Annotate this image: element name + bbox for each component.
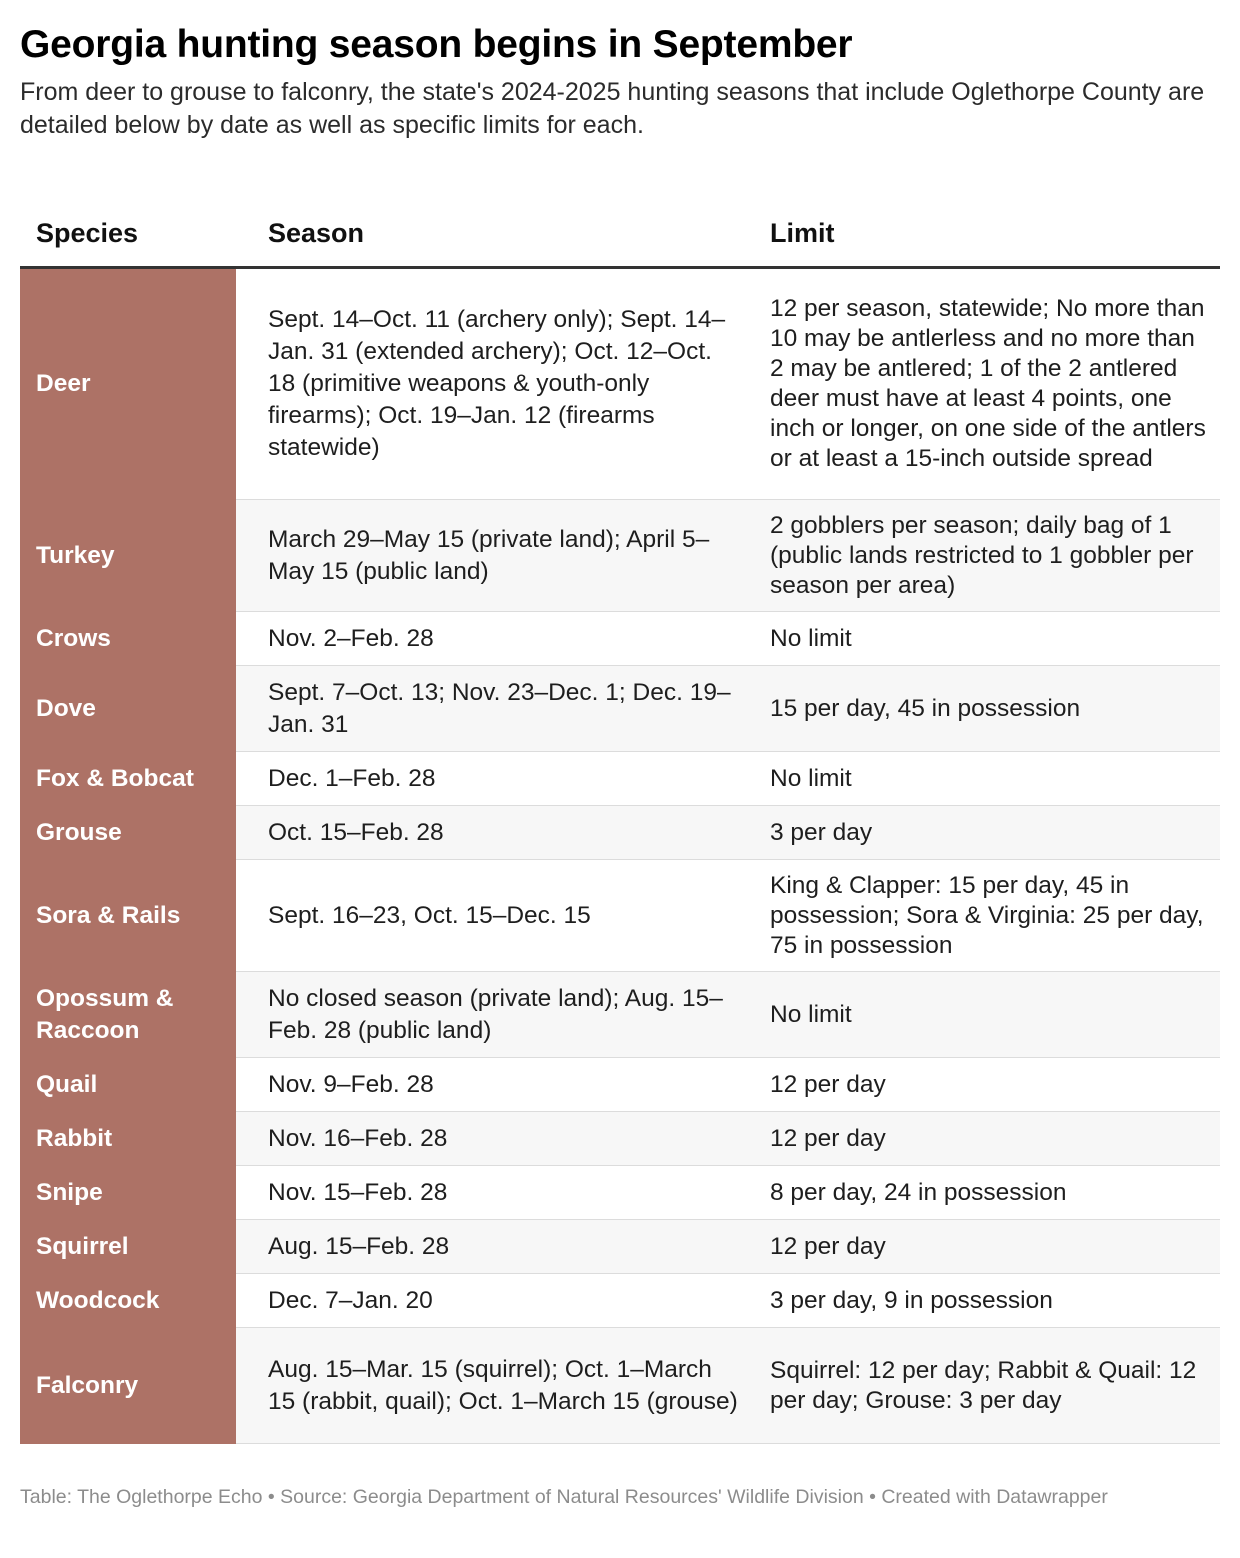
season-cell: Sept. 7–Oct. 13; Nov. 23–Dec. 1; Dec. 19–Jan. 31 <box>236 666 738 752</box>
hunting-seasons-table <box>20 200 1220 1444</box>
species-cell: Grouse <box>20 806 236 860</box>
table-row <box>20 806 1220 860</box>
season-cell: Nov. 15–Feb. 28 <box>236 1166 738 1220</box>
limit-cell: 12 per day <box>738 1058 1220 1112</box>
season-cell: Dec. 1–Feb. 28 <box>236 752 738 806</box>
limit-cell: 8 per day, 24 in possession <box>738 1166 1220 1220</box>
table-row <box>20 1166 1220 1220</box>
limit-cell: No limit <box>738 752 1220 806</box>
species-cell: Sora & Rails <box>20 860 236 972</box>
table-row <box>20 268 1220 500</box>
table-row <box>20 1220 1220 1274</box>
season-cell: No closed season (private land); Aug. 15–Feb. 28 (public land) <box>236 972 738 1058</box>
table-body <box>20 268 1220 1444</box>
season-cell: Dec. 7–Jan. 20 <box>236 1274 738 1328</box>
species-cell: Crows <box>20 612 236 666</box>
limit-cell: 3 per day <box>738 806 1220 860</box>
season-cell: Nov. 16–Feb. 28 <box>236 1112 738 1166</box>
species-cell: Falconry <box>20 1328 236 1444</box>
species-cell: Quail <box>20 1058 236 1112</box>
chart-subtitle: From deer to grouse to falconry, the state's 2024-2025 hunting seasons that include Oglethorpe County are detailed below by date as well as specific limits for each. <box>20 78 1205 139</box>
species-cell: Snipe <box>20 1166 236 1220</box>
species-cell: Deer <box>20 268 236 500</box>
limit-cell: 3 per day, 9 in possession <box>738 1274 1220 1328</box>
table-row <box>20 972 1220 1058</box>
season-cell: Nov. 9–Feb. 28 <box>236 1058 738 1112</box>
limit-cell: 15 per day, 45 in possession <box>738 666 1220 752</box>
season-cell: Sept. 14–Oct. 11 (archery only); Sept. 14–Jan. 31 (extended archery); Oct. 12–Oct. 18 (primitive weapons & youth-only firearms); Oct. 19–Jan. 12 (firearms statewide) <box>236 268 738 500</box>
table-row <box>20 666 1220 752</box>
species-cell: Rabbit <box>20 1112 236 1166</box>
column-header-species[interactable]: Species <box>20 200 236 268</box>
species-cell: Fox & Bobcat <box>20 752 236 806</box>
table-row <box>20 1274 1220 1328</box>
table-header-row <box>20 200 1220 268</box>
species-cell: Dove <box>20 666 236 752</box>
table-row <box>20 1058 1220 1112</box>
species-cell: Opossum & Raccoon <box>20 972 236 1058</box>
limit-cell: 12 per day <box>738 1112 1220 1166</box>
species-cell: Woodcock <box>20 1274 236 1328</box>
table-row <box>20 752 1220 806</box>
column-header-season[interactable]: Season <box>236 200 738 268</box>
column-header-limit[interactable]: Limit <box>738 200 1220 268</box>
limit-cell: Squirrel: 12 per day; Rabbit & Quail: 12 per day; Grouse: 3 per day <box>738 1328 1220 1444</box>
season-cell: Sept. 16–23, Oct. 15–Dec. 15 <box>236 860 738 972</box>
season-cell: Oct. 15–Feb. 28 <box>236 806 738 860</box>
limit-cell: King & Clapper: 15 per day, 45 in possession; Sora & Virginia: 25 per day, 75 in possession <box>738 860 1220 972</box>
table-row <box>20 860 1220 972</box>
season-cell: Aug. 15–Feb. 28 <box>236 1220 738 1274</box>
table-row <box>20 612 1220 666</box>
species-cell: Squirrel <box>20 1220 236 1274</box>
season-cell: Nov. 2–Feb. 28 <box>236 612 738 666</box>
season-cell: Aug. 15–Mar. 15 (squirrel); Oct. 1–March 15 (rabbit, quail); Oct. 1–March 15 (grouse) <box>236 1328 738 1444</box>
table-row <box>20 1112 1220 1166</box>
table-row <box>20 1328 1220 1444</box>
chart-footer: Table: The Oglethorpe Echo • Source: Georgia Department of Natural Resources' Wildlife Division • Created with Datawrapper <box>20 1486 1108 1508</box>
limit-cell: 12 per day <box>738 1220 1220 1274</box>
limit-cell: 2 gobblers per season; daily bag of 1 (public lands restricted to 1 gobbler per season per area) <box>738 500 1220 612</box>
chart-title: Georgia hunting season begins in September <box>20 23 853 66</box>
season-cell: March 29–May 15 (private land); April 5–May 15 (public land) <box>236 500 738 612</box>
limit-cell: No limit <box>738 612 1220 666</box>
limit-cell: No limit <box>738 972 1220 1058</box>
table-row <box>20 500 1220 612</box>
limit-cell: 12 per season, statewide; No more than 10 may be antlerless and no more than 2 may be antlered; 1 of the 2 antlered deer must have at least 4 points, one inch or longer, on one side of the antlers or at least a 15-inch outside spread <box>738 268 1220 500</box>
species-cell: Turkey <box>20 500 236 612</box>
